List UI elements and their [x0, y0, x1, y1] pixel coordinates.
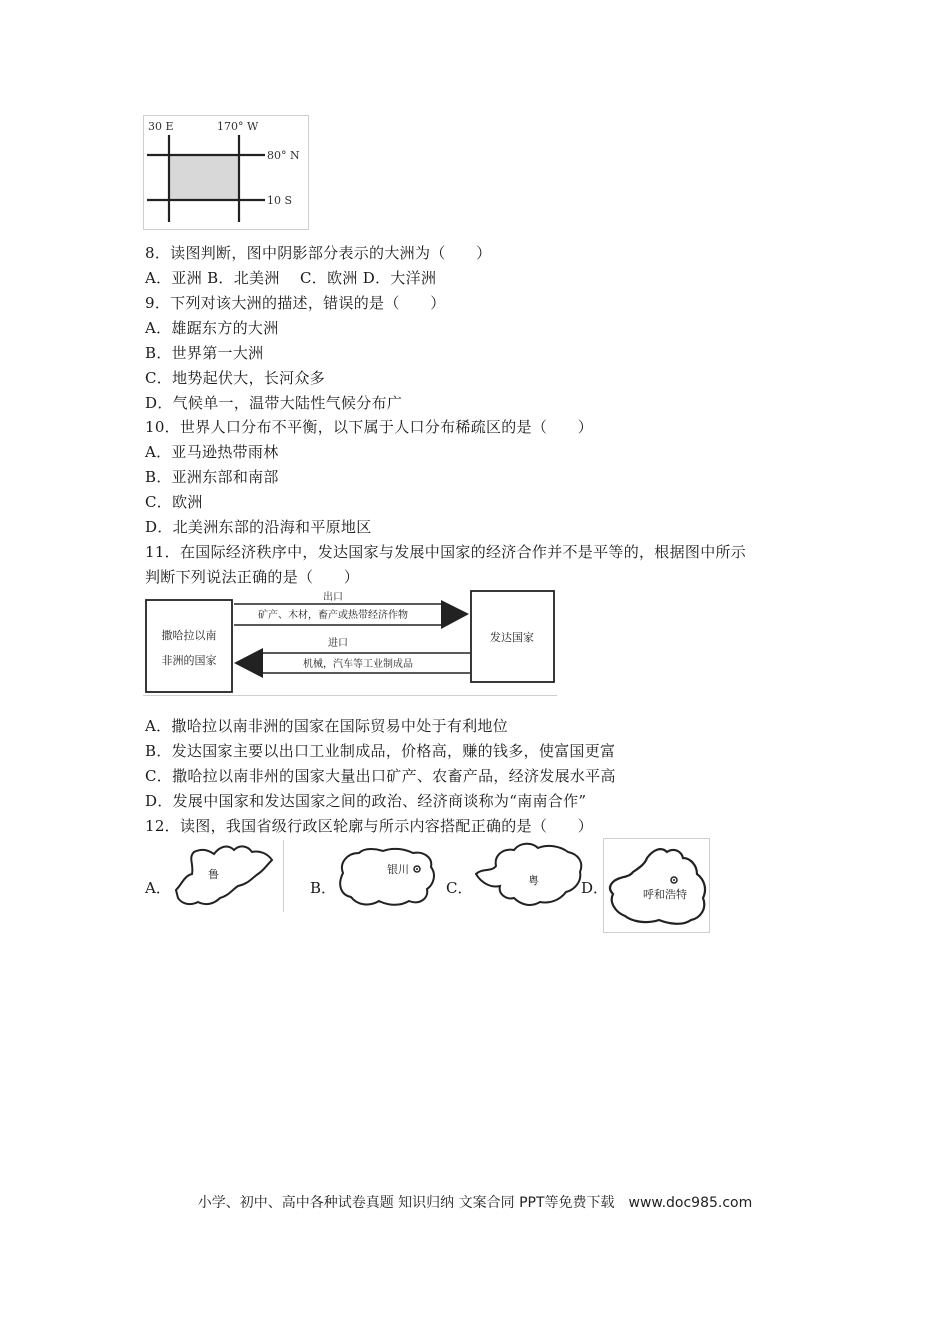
lat-lon-grid-figure [143, 115, 309, 230]
q12-option-a-label: A． [145, 879, 171, 897]
ningxia-outline [340, 849, 434, 905]
shandong-outline [176, 846, 272, 904]
q11-option-a: A．撒哈拉以南非洲的国家在国际贸易中处于有利地位 [145, 717, 509, 735]
q10-option-c: C．欧洲 [145, 493, 203, 511]
q9-option-d: D．气候单一，温带大陆性气候分布广 [145, 394, 403, 412]
hohhot-label: 呼和浩特 [643, 888, 687, 901]
q11-option-b: B．发达国家主要以出口工业制成品，价格高，赚的钱多，使富国更富 [145, 742, 616, 760]
lon-left-label: 30 E [148, 120, 174, 133]
q12-option-b-label: B． [310, 879, 337, 897]
q8-stem: 8．读图判断，图中阴影部分表示的大洲为（ ） [145, 244, 492, 262]
developed-countries-label: 发达国家 [490, 631, 534, 644]
province-map-ningxia [333, 843, 443, 913]
q10-option-b: B．亚洲东部和南部 [145, 468, 279, 486]
developing-countries-box [146, 600, 232, 692]
developing-countries-label-1: 撒哈拉以南 [161, 629, 217, 642]
q9-option-c: C．地势起伏大，长河众多 [145, 369, 326, 387]
q9-option-b: B．世界第一大洲 [145, 344, 264, 362]
q10-option-d: D．北美洲东部的沿海和平原地区 [145, 518, 372, 536]
q8-options: A．亚洲 B．北美洲 C．欧洲 D．大洋洲 [145, 269, 437, 287]
q10-stem: 10．世界人口分布不平衡，以下属于人口分布稀疏区的是（ ） [145, 418, 594, 436]
shaded-region [169, 155, 239, 200]
export-arrow-head [441, 600, 469, 629]
q10-option-a: A．亚马逊热带雨林 [145, 443, 279, 461]
lat-top-label: 80° N [267, 149, 300, 162]
q11-stem-line1: 11．在国际经济秩序中，发达国家与发展中国家的经济合作并不是平等的，根据图中所示 [145, 543, 747, 561]
lat-bottom-label: 10 S [267, 194, 293, 207]
xinjiang-outline [610, 849, 705, 924]
q11-option-d: D．发展中国家和发达国家之间的政治、经济商谈称为“南南合作” [145, 792, 587, 810]
q11-stem-line2: 判断下列说法正确的是（ ） [145, 568, 360, 586]
export-label: 出口 [323, 592, 343, 603]
province-map-guangdong [470, 838, 590, 916]
q12-stem: 12．读图，我国省级行政区轮廓与所示内容搭配正确的是（ ） [145, 817, 594, 835]
province-map-shandong [168, 840, 285, 912]
import-goods-label: 机械，汽车等工业制成品 [303, 659, 413, 670]
import-label: 进口 [328, 638, 348, 649]
import-arrow-head [234, 648, 263, 678]
guangdong-label: 粤 [528, 874, 539, 887]
q12-option-d-label: D． [581, 879, 609, 897]
shandong-label: 鲁 [208, 868, 219, 881]
trade-diagram [143, 589, 557, 697]
q9-option-a: A．雄踞东方的大洲 [145, 319, 279, 337]
page-footer: 小学、初中、高中各种试卷真题 知识归纳 文案合同 PPT等免费下载 www.doc985.com [197, 1195, 753, 1211]
q9-stem: 9．下列对该大洲的描述，错误的是（ ） [145, 294, 446, 312]
developing-countries-label-2: 非洲的国家 [161, 654, 217, 667]
export-goods-label: 矿产、木材，畜产或热带经济作物 [258, 610, 408, 621]
province-map-xinjiang [603, 838, 711, 934]
q12-option-c-label: C． [446, 879, 473, 897]
q11-option-c: C．撒哈拉以南非州的国家大量出口矿产、农畜产品，经济发展水平高 [145, 767, 616, 785]
lon-right-label: 170° W [217, 120, 259, 133]
yinchuan-label: 银川 [387, 863, 409, 876]
